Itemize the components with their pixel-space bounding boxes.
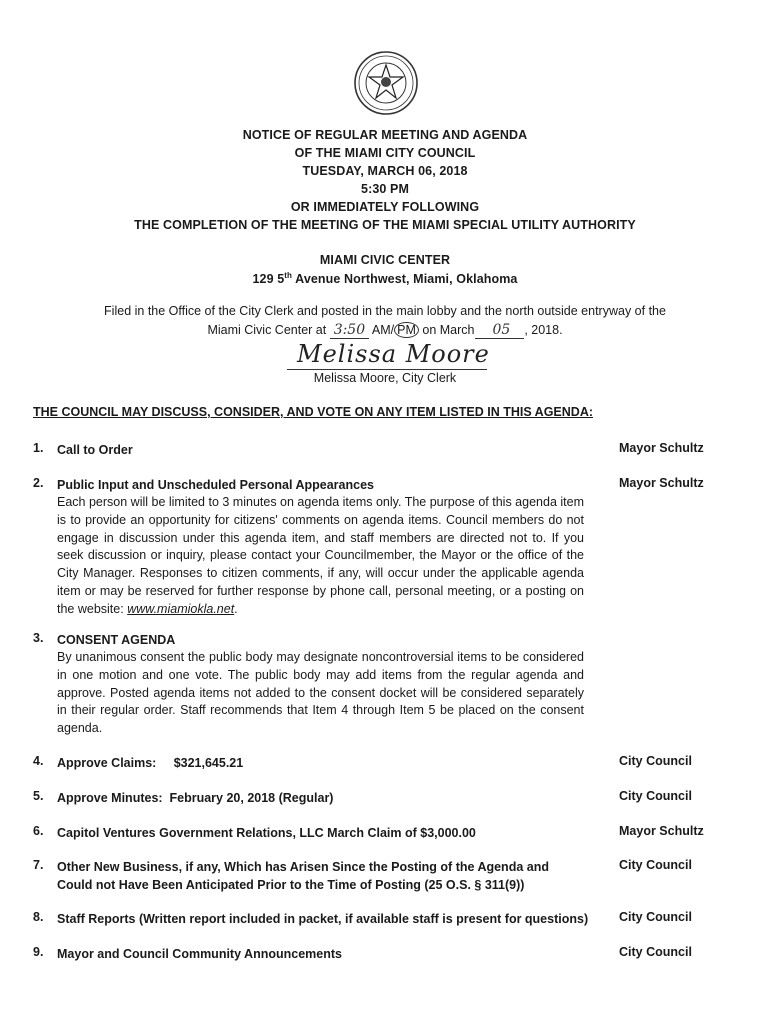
pm-circled: PM bbox=[394, 322, 419, 338]
council-title: OF THE MIAMI CITY COUNCIL bbox=[294, 146, 476, 160]
item-presenter: City Council bbox=[619, 858, 692, 872]
item-presenter: Mayor Schultz bbox=[619, 441, 704, 455]
item-title: Staff Reports (Written report included in packet, if available staff is present for questions) bbox=[57, 912, 589, 926]
item-number: 5. bbox=[33, 789, 44, 803]
meeting-alt-time: OR IMMEDIATELY FOLLOWING bbox=[290, 200, 480, 214]
signature-line bbox=[287, 369, 487, 370]
item-number: 1. bbox=[33, 441, 44, 455]
filing-line-1: Filed in the Office of the City Clerk and posted in the main lobby and the north outside entryway of the bbox=[104, 304, 666, 318]
filing-time-handwritten: 3:50 bbox=[330, 322, 369, 339]
item-number: 8. bbox=[33, 910, 44, 924]
meeting-time: 5:30 PM bbox=[361, 182, 409, 196]
item-presenter: Mayor Schultz bbox=[619, 824, 704, 838]
venue-name: MIAMI CIVIC CENTER bbox=[319, 253, 451, 267]
agenda-intro: THE COUNCIL MAY DISCUSS, CONSIDER, AND VOTE ON ANY ITEM LISTED IN THIS AGENDA: bbox=[33, 405, 594, 419]
item-number: 6. bbox=[33, 824, 44, 838]
city-seal bbox=[353, 50, 419, 116]
item-number: 7. bbox=[33, 858, 44, 872]
item-number: 4. bbox=[33, 754, 44, 768]
item-title: Other New Business, if any, Which has Arisen Since the Posting of the Agenda and Could not Have Been Anticipated Prior to the Time of Posting (25 O.S. § 311(9)) bbox=[57, 860, 549, 892]
item-number: 3. bbox=[33, 631, 44, 645]
meeting-alt-time-detail: THE COMPLETION OF THE MEETING OF THE MIAMI SPECIAL UTILITY AUTHORITY bbox=[134, 218, 636, 232]
item-presenter: City Council bbox=[619, 910, 692, 924]
item-presenter: City Council bbox=[619, 945, 692, 959]
item-description: Each person will be limited to 3 minutes on agenda items only. The purpose of this agenda item is to provide an opportunity for citizens' comments on agenda items. Council members do not engage in discussion under this agenda item, and staff members are directed not to. If you seek discussion or inquiry, please contact your Councilmember, the Mayor or the office of the City Manager. Responses to citizen comments, if any, will occur under the applicable agenda item or may be reserved for further response by phone call, personal meeting, or a posting on the website: www.miamiokla.net. bbox=[57, 495, 584, 616]
item-title: Approve Claims: $321,645.21 bbox=[57, 756, 244, 770]
notice-title: NOTICE OF REGULAR MEETING AND AGENDA bbox=[242, 128, 528, 142]
website-link[interactable]: www.miamiokla.net bbox=[127, 601, 235, 616]
item-title: Capitol Ventures Government Relations, LLC March Claim of $3,000.00 bbox=[57, 826, 476, 840]
item-title: Approve Minutes: February 20, 2018 (Regular) bbox=[57, 791, 334, 805]
item-presenter: City Council bbox=[619, 754, 692, 768]
filing-line-2: Miami Civic Center at 3:50 AM/ PM on March 05 , 2018. bbox=[207, 322, 563, 338]
item-title: Mayor and Council Community Announcements bbox=[57, 947, 342, 961]
item-title: CONSENT AGENDA bbox=[57, 633, 176, 647]
filing-day-handwritten: 05 bbox=[475, 322, 525, 339]
item-description: By unanimous consent the public body may designate noncontroversial items to be considered in one motion and one vote. The public body may add items from the regular agenda and approve. Posted agenda items not added to the consent docket will be considered separately in their regular order. Staff recommends that Item 4 through Item 5 be placed on the consent agenda. bbox=[57, 650, 584, 736]
item-number: 2. bbox=[33, 476, 44, 490]
clerk-name: Melissa Moore, City Clerk bbox=[313, 371, 457, 385]
clerk-signature: Melissa Moore bbox=[297, 340, 490, 368]
item-number: 9. bbox=[33, 945, 44, 959]
item-title: Public Input and Unscheduled Personal Appearances bbox=[57, 478, 374, 492]
meeting-date: TUESDAY, MARCH 06, 2018 bbox=[302, 164, 468, 178]
item-presenter: Mayor Schultz bbox=[619, 476, 704, 490]
venue-address: 129 5th Avenue Northwest, Miami, Oklahoma bbox=[252, 271, 518, 287]
item-title: Call to Order bbox=[57, 443, 133, 457]
item-presenter: City Council bbox=[619, 789, 692, 803]
